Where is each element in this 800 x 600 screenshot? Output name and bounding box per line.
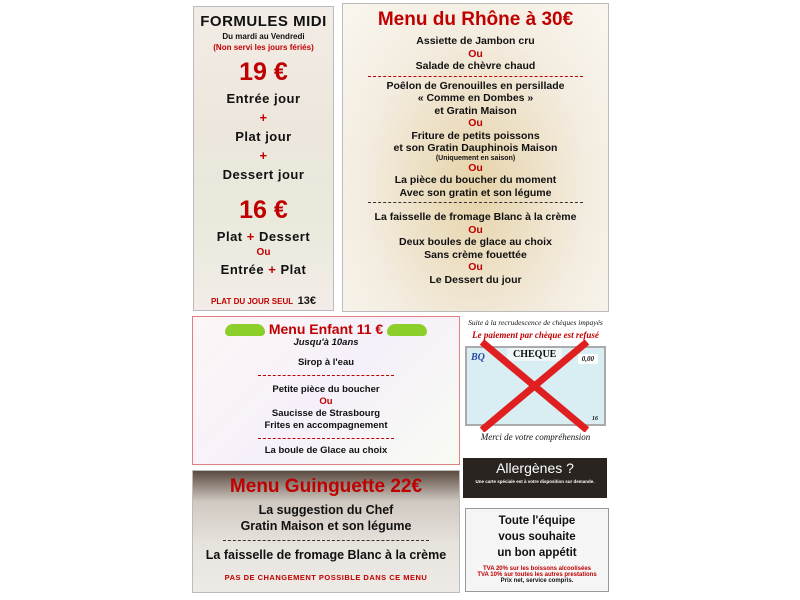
- cheque-label: CHEQUE: [507, 348, 562, 361]
- line: et son Gratin Dauphinois Maison: [393, 142, 558, 154]
- allergenes-banner: [463, 458, 607, 498]
- cheque-amount: 0,00: [578, 354, 598, 364]
- allergenes-sub: Une carte spéciale est à votre disposition sur demande.: [475, 479, 595, 484]
- line: Assiette de Jambon cru: [416, 35, 535, 47]
- formules-title: FORMULES MIDI: [200, 13, 327, 30]
- bon-appetit-panel: [465, 508, 609, 592]
- line: Deux boules de glace au choix: [399, 236, 552, 248]
- frog-icon: [387, 324, 427, 336]
- plat-seul-label: PLAT DU JOUR SEUL: [211, 297, 294, 306]
- tva-line: TVA 20% sur les boissons alcoolisées: [482, 566, 592, 572]
- ou: Ou: [319, 396, 333, 407]
- line: Avec son gratin et son légume: [399, 186, 552, 199]
- cheque-refus: Le paiement par chèque est refusé: [472, 330, 599, 340]
- cheque-intro: Suite à la recrudescence de chèques impayés: [468, 318, 603, 327]
- line: La faisselle de fromage Blanc à la crème: [374, 211, 577, 223]
- formules-midi-panel: [193, 6, 334, 311]
- separator: [258, 438, 394, 439]
- rhone-title: Menu du Rhône à 30€: [377, 9, 574, 30]
- plus: +: [268, 262, 277, 277]
- ou: Ou: [468, 261, 483, 273]
- cheque-notice: [463, 318, 608, 453]
- line: Frites en accompagnement: [264, 420, 388, 431]
- plat-seul: [194, 291, 333, 309]
- plus: +: [259, 110, 268, 125]
- line: La boule de Glace au choix: [264, 445, 388, 456]
- line: Saucisse de Strasbourg: [271, 408, 381, 419]
- ou: Ou: [468, 161, 483, 174]
- opt: Plat: [280, 262, 307, 277]
- opt: Entrée: [220, 262, 265, 277]
- line: vous souhaite: [498, 531, 576, 543]
- line: (Uniquement en saison): [435, 154, 516, 162]
- cheque-image: [465, 346, 606, 426]
- separator: [223, 540, 429, 541]
- line: Sans crème fouettée: [424, 248, 527, 261]
- line: Friture de petits poissons: [411, 129, 540, 142]
- menu-rhone-panel: [342, 3, 609, 312]
- frog-icon: [225, 324, 265, 336]
- guinguette-note: PAS DE CHANGEMENT POSSIBLE DANS CE MENU: [224, 573, 428, 582]
- enfant-age: Jusqu'à 10ans: [293, 337, 359, 348]
- line: Poêlon de Grenouilles en persillade: [386, 79, 565, 92]
- formules-note: (Non servi les jours fériés): [213, 43, 314, 52]
- plus: +: [259, 148, 268, 163]
- line: un bon appétit: [497, 547, 577, 559]
- menu-enfant-panel: [192, 316, 460, 465]
- ou: Ou: [468, 47, 483, 60]
- ou: Ou: [468, 223, 483, 236]
- line: Sirop à l'eau: [297, 357, 355, 368]
- line: Salade de chèvre chaud: [415, 60, 536, 72]
- line: Le Dessert du jour: [429, 273, 522, 286]
- line: « Comme en Dombes »: [417, 92, 534, 104]
- item: Dessert jour: [222, 167, 305, 182]
- line: La suggestion du Chef: [258, 503, 394, 517]
- line: La pièce du boucher du moment: [394, 174, 557, 186]
- separator: [258, 375, 394, 376]
- cheque-merci: Merci de votre compréhension: [480, 432, 591, 442]
- tva-line: TVA 10% sur toutes les autres prestations: [477, 572, 597, 578]
- enfant-title: Menu Enfant 11 €: [268, 321, 384, 337]
- item: Entrée jour: [226, 91, 301, 106]
- line: La faisselle de fromage Blanc à la crème: [205, 548, 447, 562]
- price-16: 16 €: [239, 196, 288, 224]
- option-1: [194, 229, 333, 244]
- option-2: [194, 262, 333, 277]
- opt: Plat: [216, 229, 243, 244]
- cheque-num: 16: [592, 416, 598, 422]
- line: et Gratin Maison: [434, 104, 517, 117]
- cheque-bq: BQ: [471, 352, 485, 363]
- separator: [368, 76, 583, 77]
- opt: Dessert: [258, 229, 311, 244]
- ou: Ou: [468, 117, 483, 129]
- line: Toute l'équipe: [498, 515, 576, 527]
- guinguette-title: Menu Guinguette 22€: [229, 476, 423, 497]
- line: Gratin Maison et son légume: [240, 519, 412, 533]
- plat-seul-price: 13€: [297, 295, 316, 307]
- menu-guinguette-panel: [192, 470, 460, 593]
- ou: Ou: [256, 247, 271, 258]
- separator: [368, 202, 583, 203]
- prix-net: Prix net, service compris.: [500, 578, 574, 584]
- cross-icon: [467, 340, 608, 432]
- formules-days: Du mardi au Vendredi: [222, 32, 305, 41]
- line: Petite pièce du boucher: [272, 384, 380, 395]
- price-19: 19 €: [239, 58, 288, 86]
- allergenes-title: Allergènes ?: [496, 460, 574, 476]
- plus: +: [246, 229, 255, 244]
- item: Plat jour: [235, 129, 292, 144]
